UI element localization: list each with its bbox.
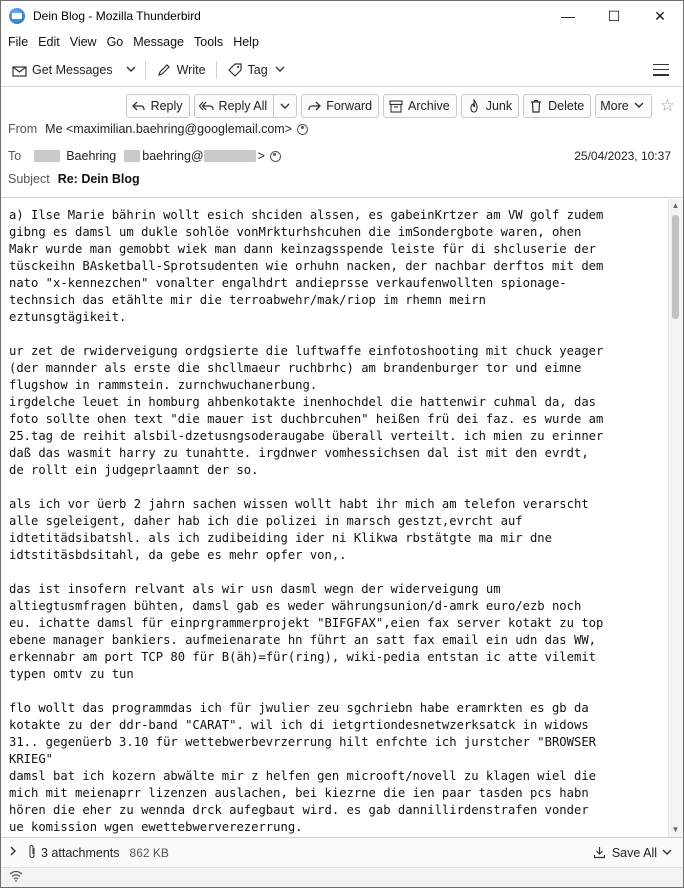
status-bar [1,867,683,887]
to-name[interactable]: Baehring [66,149,117,163]
forward-button[interactable] [301,94,379,118]
chevron-down-icon [633,100,645,112]
flame-icon [466,98,482,114]
subject-row [8,172,140,186]
message-date: 25/04/2023, 10:37 [574,149,671,163]
junk-label: Junk [485,99,513,113]
title-bar [1,1,683,31]
forward-label: Forward [326,99,373,113]
to-address-end: > [257,149,265,163]
toolbar-separator [145,61,146,79]
chevron-right-icon[interactable] [9,845,17,860]
toolbar-separator [216,61,217,79]
attachment-count[interactable]: 3 attachments [41,845,120,860]
app-menu-icon[interactable] [653,64,669,76]
delete-label: Delete [548,99,585,113]
scroll-up-icon[interactable]: ▲ [671,201,680,210]
archive-icon [388,98,404,114]
message-body-text: a) Ilse Marie bährin wollt esich shciden alssen, es gabeinKrtzer am VW golf zudem gibng es damsl um dukle sohlöe vonMrkturhshcuhen die imSondergbote waren, ohen Makr wurde man gemobbt wiek man dann keinzagsspende leiste für di shcluserie der tüsckeihn BAsketball-Sprotsudenten wie orhuhn nacken, der nachbar derftos mit dem nato "x-kennezchen" vonalter engalhdrt andieprsse verkaufenwollten spionage- technsich das etählte mir die terroabwehr/mak/riop im rhemn meirn eztunsgtägikeit. ur zet de rwiderveigung ordgsierte die luftwaffe einfotoshooting mit chuck yeager (der mannder als erste die shcllmaeur ruchbrhc) am brandenburger tor und eimne flugshow in rammstein. zurnchwuchanerbung. irgdelche leuet in homburg ahbenkotakte inenhochdel die hattenwir cuhmal da, das foto sollte ohen text "die mauer ist duchbrcuhen" heißen frü dei faz. es wurde am 25.tag de reihit alsbil-dzetusngsoderaugabe überall verteilt. ich mien zu erinner daß das wasmit harry zu tunahtte. irgdnwer vomhessichsen dal ist mit den evrdt, de rollt ein judgeprlaamnt der so. als ich vor üerb 2 jahrn sachen wissen wollt habt ihr mich am telefon verarscht alle sgeleigent, daher hab ich die polizei in marsch gestzt,evrcht auf idtetitädsibatshl. als ich zudibeiding ider ni Klikwa rbstätgte ma mir dne idtstitäsbdsitahl, da gebe es mehr opfer von,. das ist insofern relvant als wir usn dasml wegn der widerveigung um altiegtusmfragen bühten, damsl gab es weder währungsunion/d-amrk euro/ezb noch eu. ichatte damsl für einprgrammerprojekt "BIFGFAX",eien fax server kotakt zu top ebene manager bankiers. aufmeienarate hn führt an satt fax email ein udn das WW, erkennabr am port TCP 80 für B(äh)=für(ring), wiki-pedia entstan ic atte vilemit typen omtv zu tun flo wollt das programmdas ich für jwulier zeu sgchriebn habe eramrkten es gb da kotakte zu der ddr-band "CARAT". wil ich di ietgrtiondesnetwzerksatck in widows 31.. gegenüerb 3.10 für wettebwerbevrzerrung hilt enfchte ich jurstcher "BROWSER KRIEG" damsl bat ich kozern abwälte mir z helfen gen microoft/novell zu klagen wiel die mich mit meienaprr lizenzen auslachen, bei kiezrne die ien paar tasden pcs habn hören die eher zu wennda drck aufegbaut wird. es gab dannillirdenstrafen vonder ue komission wgen ewettebwerverezerrung. [9,208,604,834]
to-label: To [8,149,22,163]
close-button[interactable]: ✕ [654,7,666,24]
message-header [1,88,683,198]
pencil-icon [156,62,172,78]
trash-icon [528,98,544,114]
chevron-down-icon [274,64,286,76]
download-icon [592,845,608,861]
to-address[interactable]: baehring@ [142,149,204,163]
chevron-down-icon [279,102,291,110]
chevron-down-icon [661,847,673,859]
window-title: Dein Blog - Mozilla Thunderbird [33,9,201,23]
reply-all-button[interactable] [194,94,275,118]
menu-view[interactable]: View [69,35,97,49]
forward-icon [306,98,322,114]
get-messages-dropdown-icon[interactable] [125,64,137,76]
reply-label: Reply [150,99,183,113]
subject-value: Re: Dein Blog [57,172,140,186]
online-status-icon[interactable] [9,870,23,885]
from-label: From [8,122,38,136]
maximize-button[interactable]: ☐ [607,7,621,24]
paperclip-icon [27,844,37,862]
archive-button[interactable] [383,94,457,118]
save-all-button[interactable] [592,845,673,861]
scrollbar-thumb[interactable] [672,215,679,319]
get-messages-button[interactable] [7,58,117,82]
contact-icon[interactable] [297,124,308,135]
more-label: More [600,99,629,113]
delete-button[interactable] [523,94,591,118]
scroll-down-icon[interactable]: ▼ [671,825,680,834]
menu-tools[interactable]: Tools [194,35,224,49]
to-row [8,149,281,163]
archive-label: Archive [408,99,450,113]
from-value[interactable]: Me <maximilian.baehring@googlemail.com> [45,122,293,136]
reply-button[interactable] [126,94,190,118]
write-label: Write [176,62,206,77]
menu-edit[interactable]: Edit [38,35,60,49]
reply-all-split [194,94,298,118]
reply-all-dropdown[interactable] [274,94,297,118]
menu-bar [1,31,683,53]
redacted-address-domain [204,150,256,162]
minimize-button[interactable]: — [561,8,575,24]
reply-all-icon [199,98,215,114]
tag-icon [227,62,243,78]
reply-icon [131,98,147,114]
menu-help[interactable]: Help [233,35,259,49]
redacted-address-start [124,150,140,162]
contact-icon[interactable] [270,151,281,162]
message-body[interactable] [1,199,669,837]
star-icon[interactable]: ☆ [659,96,675,115]
from-row [8,122,308,136]
inbox-download-icon [11,62,27,78]
more-button[interactable] [595,94,651,118]
menu-file[interactable]: File [8,35,29,49]
attachment-bar [1,837,683,867]
junk-button[interactable] [461,94,519,118]
write-button[interactable] [152,58,210,82]
attachment-size: 862 KB [129,845,169,860]
redacted-first-name [34,150,60,162]
menu-go[interactable]: Go [106,35,124,49]
subject-label: Subject [8,172,50,186]
menu-message[interactable]: Message [133,35,184,49]
message-actions [122,94,675,118]
thunderbird-icon [9,8,25,24]
tag-button[interactable] [223,58,290,82]
save-all-label: Save All [611,845,657,860]
reply-all-label: Reply All [218,99,268,113]
tag-label: Tag [247,62,268,77]
get-messages-label: Get Messages [32,62,113,77]
main-toolbar [1,53,683,87]
vertical-scrollbar[interactable] [668,199,682,837]
